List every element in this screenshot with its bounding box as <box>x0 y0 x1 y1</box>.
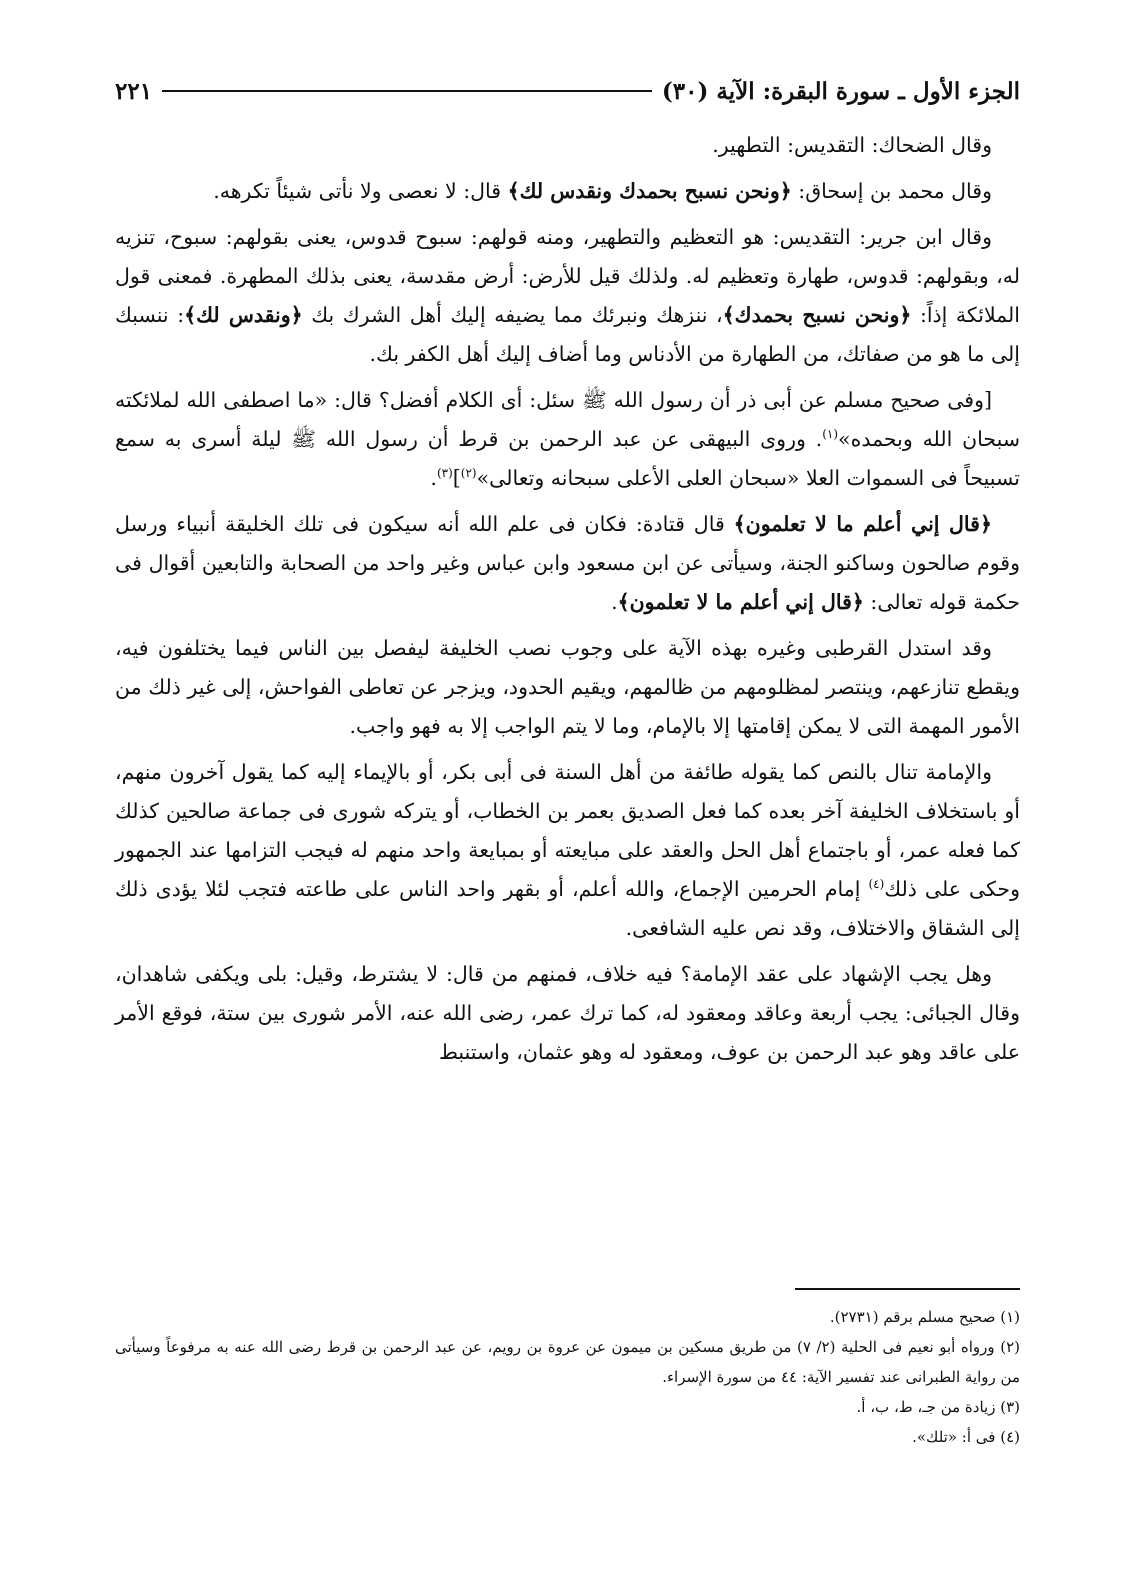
paragraph-8-text: وهل يجب الإشهاد على عقد الإمامة؟ فيه خلاف، فمنهم من قال: لا يشترط، وقيل: بلى ويكفى شاهدان، وقال الجبائى: يجب أربعة وعاقد ومعقود له، كما ترك عمر، رضى الله عنه، الأمر شورى بين ستة، فوقع الأمر على عاقد وهو عبد الرحمن بن عوف، ومعقود له وهو عثمان، واستنبط <box>115 962 1020 1064</box>
paragraph-5-text-a: قال قتادة: فكان فى علم الله أنه سيكون فى تلك الخليقة أنبياء ورسل وقوم صالحون وساكنو الجنة، وسيأتى عن ابن مسعود وابن عباس وغير واحد من الصحابة والتابعين أقوال فى حكمة قوله تعالى: <box>115 512 1020 614</box>
footnote-ref-3[interactable]: (٣) <box>436 466 453 481</box>
footnote-separator <box>795 1288 1020 1290</box>
footnote-ref-1[interactable]: (١) <box>822 427 839 442</box>
paragraph-6-text: وقد استدل القرطبى وغيره بهذه الآية على وجوب نصب الخليفة ليفصل بين الناس فيما يختلفون فيه، ويقطع تنازعهم، وينتصر لمظلومهم من ظالمهم، ويقيم الحدود، ويزجر عن تعاطى الفواحش، إلى غير ذلك من الأمور المهمة التى لا يمكن إقامتها إلا بالإمام، وما لا يتم الواجب إلا به فهو واجب. <box>115 636 1020 738</box>
header-title: الجزء الأول ـ سورة البقرة: الآية (٣٠) <box>661 77 1020 105</box>
paragraph-3-text-c: : ننسبك إلى ما هو من صفاتك، من الطهارة من الأدناس وما أضاف إليك أهل الكفر بك. <box>115 303 1020 366</box>
paragraph-4-text-b: . وروى البيهقى عن عبد الرحمن بن قرط أن رسول الله ﷺ ليلة أسرى به سمع تسبيحاً فى السموات العلا «سبحان العلى الأعلى سبحانه وتعالى» <box>115 427 1020 490</box>
quran-quote: ﴿ونقدس لك﴾ <box>184 303 303 327</box>
paragraph-2 <box>115 172 1020 211</box>
quran-quote: ﴿قال إني أعلم ما لا تعلمون﴾ <box>733 512 992 536</box>
paragraph-5 <box>115 505 1020 622</box>
book-page <box>115 70 1020 1550</box>
paragraph-3 <box>115 218 1020 374</box>
main-text <box>115 126 1020 1072</box>
paragraph-5-text-b: . <box>611 590 618 614</box>
paragraph-6 <box>115 629 1020 746</box>
paragraph-4-text-a: [وفى صحيح مسلم عن أبى ذر أن رسول الله ﷺ سئل: أى الكلام أفضل؟ قال: «ما اصطفى الله لملائكته سبحان الله وبحمده» <box>115 388 1020 451</box>
quran-quote: ﴿ونحن نسبح بحمدك﴾ <box>722 303 912 327</box>
paragraph-8 <box>115 955 1020 1072</box>
footnote-ref-4[interactable]: (٤) <box>868 877 885 892</box>
paragraph-1-text: وقال الضحاك: التقديس: التطهير. <box>712 133 992 157</box>
running-header <box>115 70 1020 112</box>
page-number: ٢٢١ <box>115 77 153 105</box>
header-rule <box>162 90 652 92</box>
paragraph-4 <box>115 381 1020 498</box>
footnote-2: (٢) ورواه أبو نعيم فى الحلية (٢/ ٧) من طريق مسكين بن ميمون عن عروة بن رويم، عن عبد الرحمن بن قرط رضى الله عنه به مرفوعاً وسيأتى من رواية الطبرانى عند تفسير الآية: ٤٤ من سورة الإسراء. <box>115 1338 1020 1386</box>
paragraph-7-text-b: إمام الحرمين الإجماع، والله أعلم، أو بقهر واحد الناس على طاعته فتجب لئلا يؤدى ذلك إلى الشقاق والاختلاف، وقد نص عليه الشافعى. <box>115 877 1020 940</box>
footnote-4: (٤) فى أ: «تلك». <box>912 1428 1020 1446</box>
paragraph-2-text-a: وقال محمد بن إسحاق: <box>791 179 992 203</box>
paragraph-7-text-a: والإمامة تنال بالنص كما يقوله طائفة من أهل السنة فى أبى بكر، أو بالإيماء إليه كما يقول آخرون منهم، أو باستخلاف الخليفة آخر بعده كما فعل الصديق بعمر بن الخطاب، أو يتركه شورى فى جماعة صالحين كذلك كما فعله عمر، أو باجتماع أهل الحل والعقد على مبايعته أو بمبايعة واحد منهم له فيجب التزامها عند الجمهور وحكى على ذلك <box>115 760 1020 901</box>
footnote-1: (١) صحيح مسلم برقم (٢٧٣١). <box>829 1308 1020 1326</box>
paragraph-3-text-a: وقال ابن جرير: التقديس: هو التعظيم والتطهير، ومنه قولهم: سبوح قدوس، يعنى بقولهم: سبوح، تنزيه له، وبقولهم: قدوس، طهارة وتعظيم له. ولذلك قيل للأرض: أرض مقدسة، يعنى بذلك المطهرة. فمعنى قول الملائكة إذاً: <box>115 225 1020 327</box>
paragraph-2-text-b: قال: لا نعصى ولا نأتى شيئاً تكرهه. <box>213 179 508 203</box>
footnote-3: (٣) زيادة من جـ، ط، ب، أ. <box>856 1398 1020 1416</box>
footnotes <box>115 1302 1020 1452</box>
paragraph-7 <box>115 753 1020 948</box>
quran-quote: ﴿ونحن نسبح بحمدك ونقدس لك﴾ <box>507 179 792 203</box>
paragraph-3-text-b: ، ننزهك ونبرئك مما يضيفه إليك أهل الشرك بك <box>302 303 723 327</box>
quran-quote: ﴿قال إني أعلم ما لا تعلمون﴾ <box>617 590 864 614</box>
paragraph-1 <box>115 126 1020 165</box>
paragraph-4-text-d: . <box>430 466 437 490</box>
footnote-ref-2[interactable]: (٢) <box>460 466 477 481</box>
paragraph-4-text-c: ] <box>452 466 461 490</box>
